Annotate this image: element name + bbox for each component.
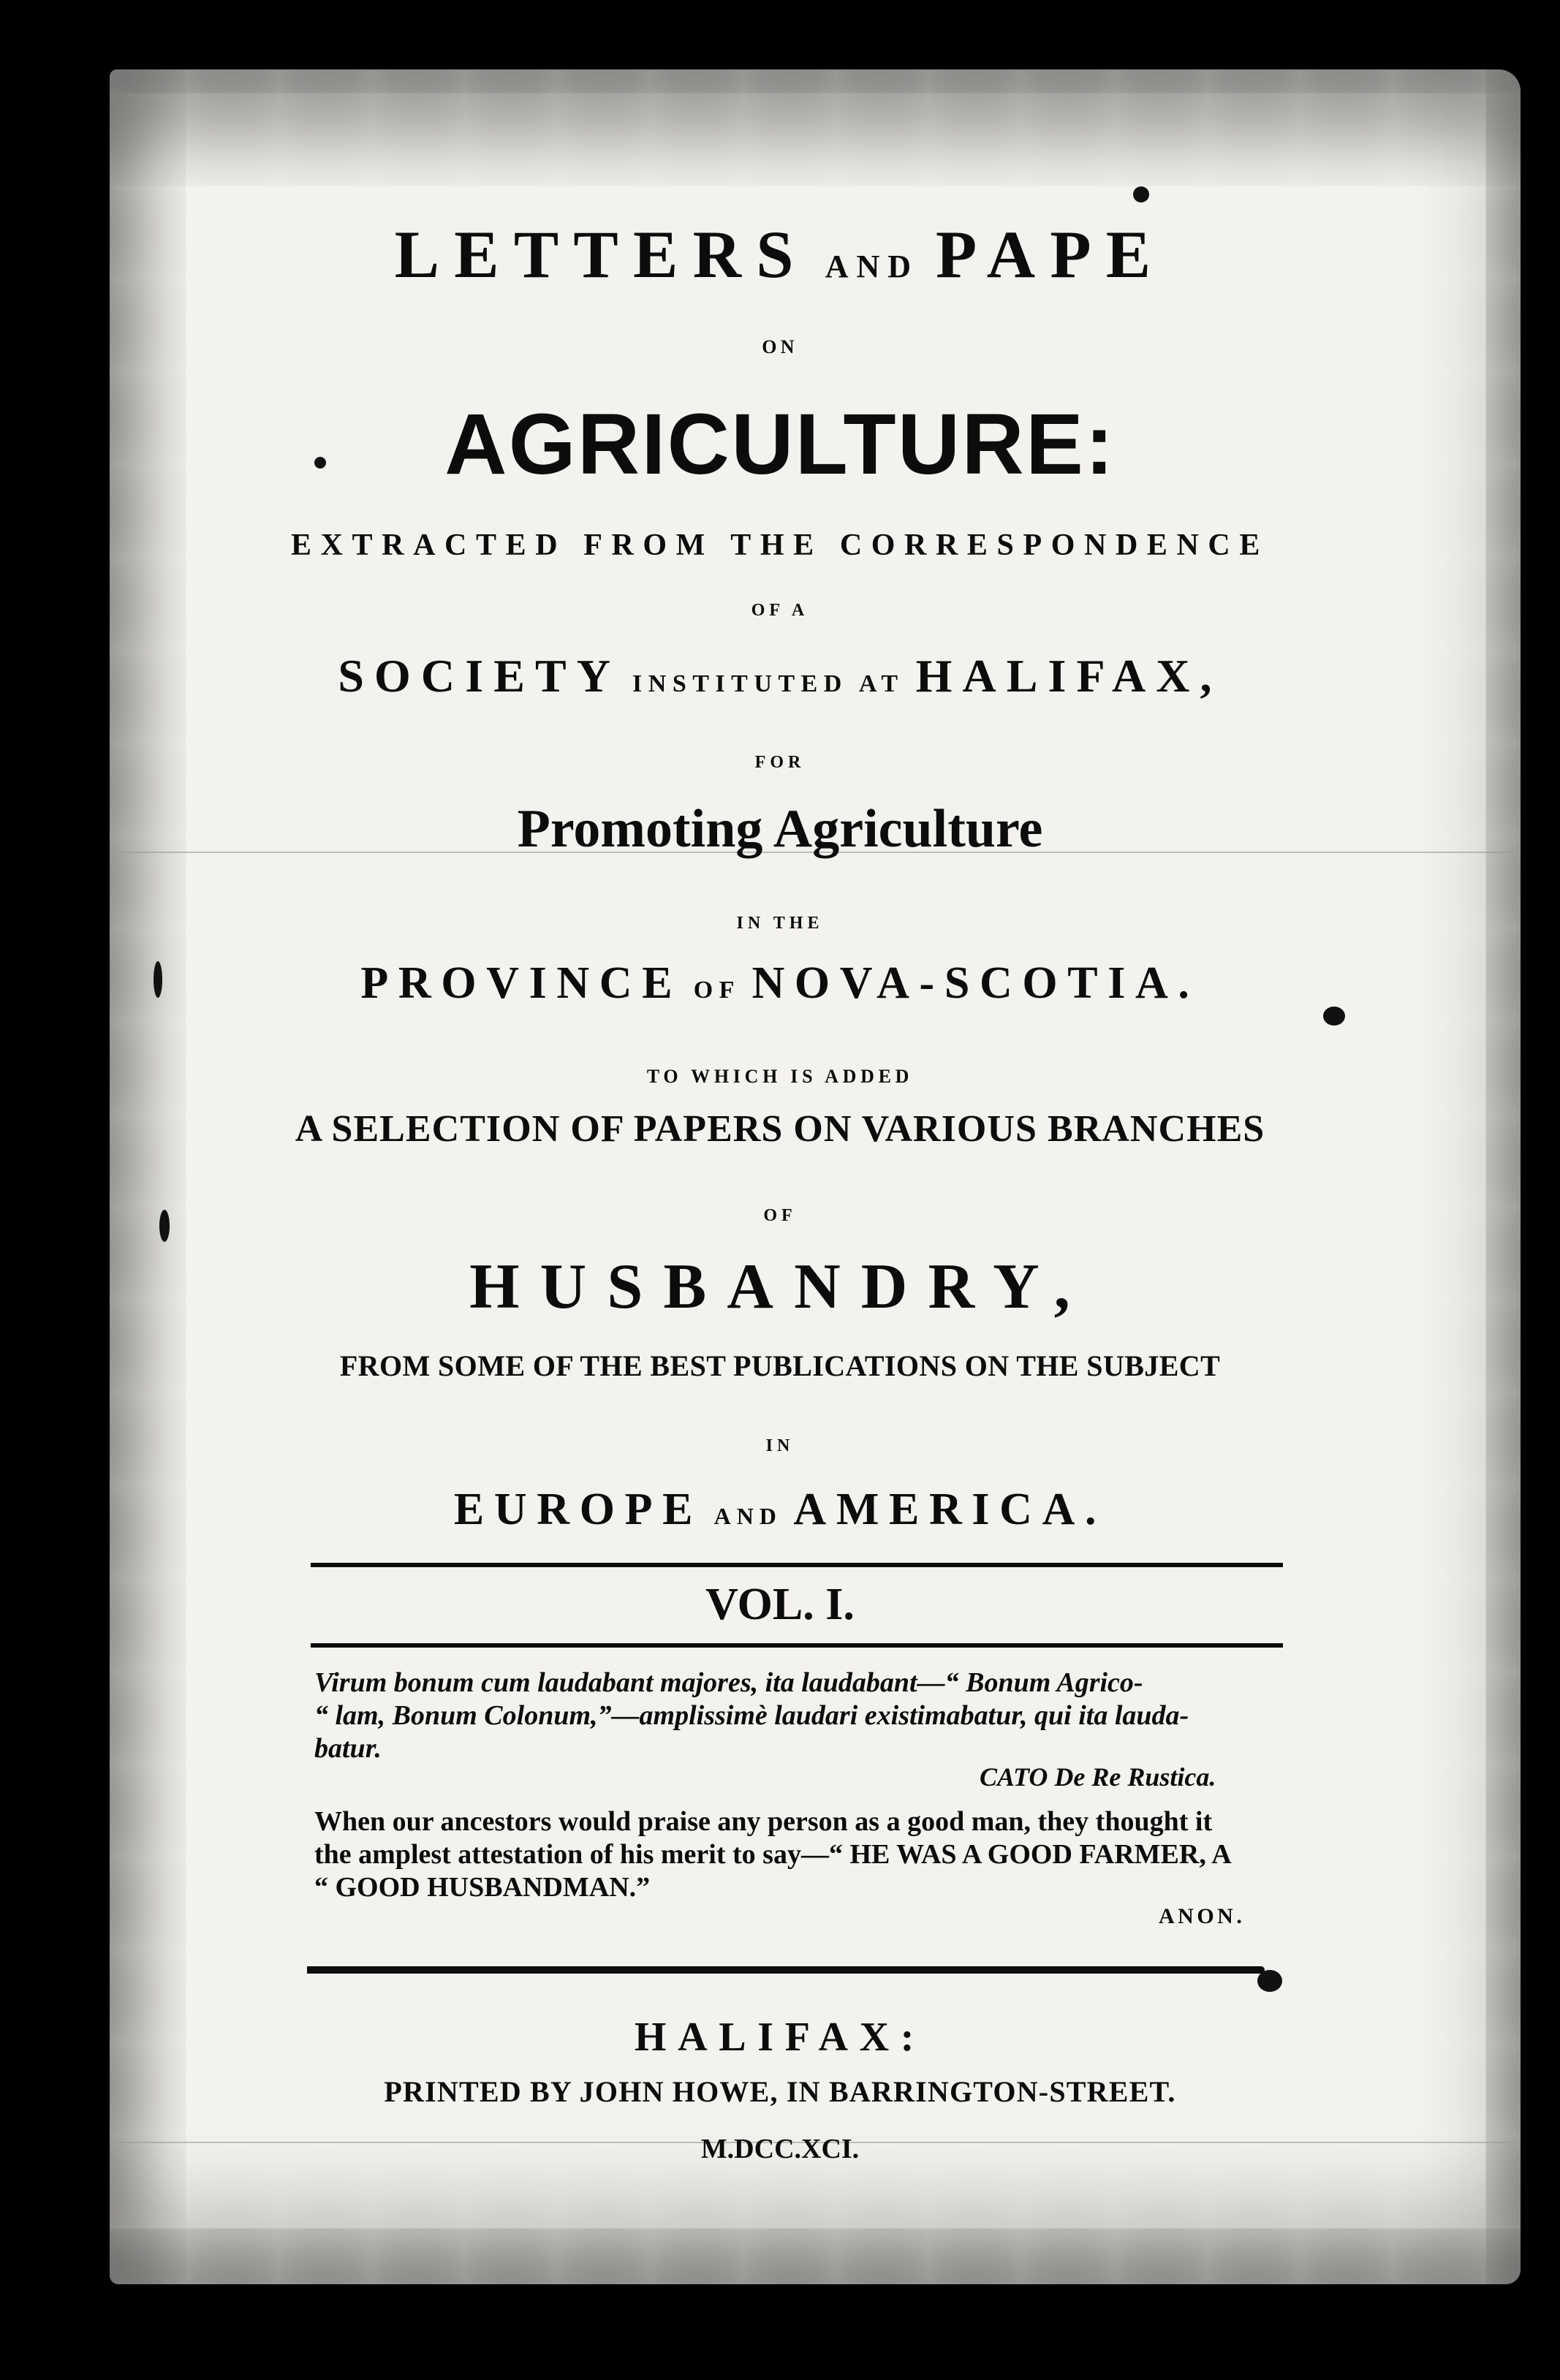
province-line: PROVINCE OF NOVA-SCOTIA. [360, 958, 1200, 1008]
europe-line: EUROPE AND AMERICA. [453, 1485, 1107, 1534]
imprint-city: HALIFAX: [634, 2015, 926, 2060]
rule-imprint [307, 1966, 1265, 1974]
volume-label: VOL. I. [705, 1580, 855, 1629]
english-attribution: ANON. [1159, 1904, 1246, 1928]
society-line: SOCIETY INSTITUTED AT HALIFAX, [338, 650, 1222, 702]
latin-attribution: CATO De Re Rustica. [980, 1762, 1216, 1792]
english-quote-line-1: When our ancestors would praise any person as a good man, they thought it [314, 1806, 1213, 1837]
for-line: FOR [754, 753, 806, 772]
from-some-line: FROM SOME OF THE BEST PUBLICATIONS ON THE SUBJECT [339, 1349, 1221, 1382]
imprint-year: M.DCC.XCI. [700, 2134, 860, 2164]
latin-quote-line-1: Virum bonum cum laudabant majores, ita laudabant—“ Bonum Agrico- [314, 1667, 1143, 1698]
latin-quote-line-2: “ lam, Bonum Colonum,”—amplissimè laudari existimabatur, qui ita lauda- [314, 1700, 1189, 1731]
in-the-line: IN THE [736, 914, 824, 933]
extracted-line: EXTRACTED FROM THE CORRESPONDENCE [291, 528, 1269, 562]
in-line: IN [765, 1436, 795, 1455]
english-quote-line-2: the amplest attestation of his merit to say—“ HE WAS A GOOD FARMER, A [314, 1839, 1232, 1870]
ink-blot [1133, 186, 1149, 202]
main-title: AGRICULTURE: [444, 396, 1116, 493]
heading-letters-and-papers: LETTERS AND PAPE [394, 217, 1166, 292]
rule-top [311, 1563, 1283, 1567]
rule-bottom [311, 1643, 1283, 1648]
latin-quote-line-3: batur. [314, 1733, 382, 1764]
to-which-line: TO WHICH IS ADDED [646, 1066, 914, 1087]
of-a-line: OF A [751, 601, 809, 620]
of-line: OF [763, 1206, 797, 1225]
heading-on: ON [762, 336, 798, 357]
selection-line: A SELECTION OF PAPERS ON VARIOUS BRANCHES [295, 1108, 1265, 1150]
husbandry-line: HUSBANDRY, [469, 1251, 1091, 1322]
imprint-printer: PRINTED BY JOHN HOWE, IN BARRINGTON-STREET. [384, 2075, 1176, 2108]
english-quote-line-3: “ GOOD HUSBANDMAN.” [314, 1872, 651, 1903]
promoting-line: Promoting Agriculture [517, 799, 1043, 859]
